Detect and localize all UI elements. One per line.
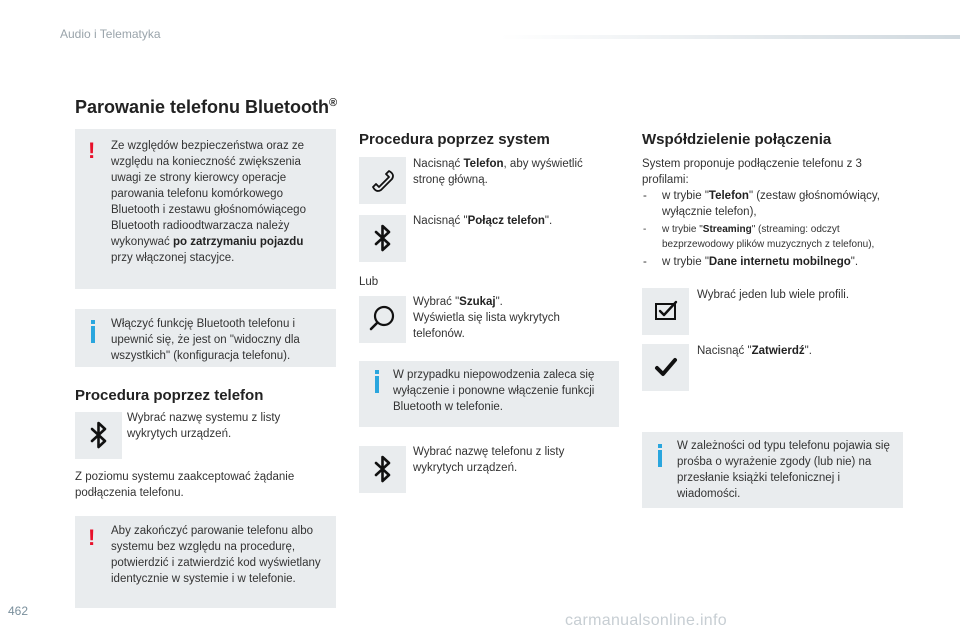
heading-system-procedure: Procedura poprzez system — [359, 131, 550, 148]
profile-streaming: - w trybie "Streaming" (streaming: odczyt bezprzewodowy plików muzycznych z telefonu), — [642, 222, 907, 252]
phone-icon — [359, 157, 406, 204]
confirm-button[interactable] — [642, 344, 689, 391]
bluetooth-button[interactable] — [359, 215, 406, 262]
section-header: Audio i Telematyka — [60, 27, 161, 41]
step-search: Wybrać "Szukaj". Wyświetla się lista wykrytych telefonów. — [413, 296, 560, 340]
profiles-intro: System proponuje podłączenie telefonu z 3 profilami: — [642, 158, 862, 186]
step-connect-phone: Nacisnąć "Połącz telefon". — [413, 215, 553, 227]
profiles-button[interactable] — [642, 288, 689, 335]
accept-text: Z poziomu systemu zaakceptować żądanie podłączenia telefonu. — [75, 471, 295, 499]
bluetooth-button[interactable] — [75, 412, 122, 459]
info-box-failure — [359, 361, 619, 427]
info-box-phonebook — [642, 432, 903, 508]
info-icon — [375, 376, 379, 393]
heading-connection-sharing: Współdzielenie połączenia — [642, 131, 832, 148]
bluetooth-icon — [359, 446, 406, 493]
profile-telephone: - w trybie "Telefon" (zestaw głośnomówiący, wyłącznie telefon), — [642, 188, 907, 220]
warning-text: Aby zakończyć parowanie telefonu albo systemu bez względu na procedurę, potwierdzić i zatwierdzić kod wyświetlany identycznie w systemie i w telefonie. — [111, 525, 321, 585]
profile-list — [642, 188, 907, 270]
info-box-enable-bluetooth — [75, 309, 336, 367]
bluetooth-button[interactable] — [359, 446, 406, 493]
warning-text: Ze względów bezpieczeństwa oraz ze względu na konieczność zwiększenia uwagi ze strony kierowcy operacje parowania telefonu komórkowego Bluetooth i zestawu głośnomówiącego Bluetooth radioodtwarzacza należy wykonywać po zatrzymaniu pojazdu przy włączonej stacyjce. — [111, 140, 306, 264]
warning-icon: ! — [88, 525, 96, 550]
page-title: Parowanie telefonu Bluetooth® — [75, 97, 338, 117]
step-select-system: Wybrać nazwę systemu z listy wykrytych urządzeń. — [127, 412, 281, 440]
watermark: carmanualsonline.info — [565, 612, 727, 629]
info-text: W zależności od typu telefonu pojawia się prośba o wyrażenie zgody (lub nie) na przesłanie książki telefonicznej i wiadomości. — [677, 440, 890, 500]
header-rule — [500, 35, 960, 39]
step-confirm: Nacisnąć "Zatwierdź". — [697, 345, 812, 357]
warning-box-safety — [75, 129, 336, 289]
checklist-icon — [642, 288, 689, 335]
warning-box-code — [75, 516, 336, 608]
phone-button[interactable] — [359, 157, 406, 204]
step-press-phone: Nacisnąć Telefon, aby wyświetlić stronę główną. — [413, 158, 583, 186]
info-text: W przypadku niepowodzenia zaleca się wyłączenie i ponowne włączenie funkcji Bluetooth w telefonie. — [393, 369, 595, 413]
or-label: Lub — [359, 276, 379, 288]
info-icon — [91, 326, 95, 343]
info-icon — [658, 450, 662, 467]
search-button[interactable] — [359, 296, 406, 343]
bluetooth-icon — [75, 412, 122, 459]
step-select-profiles: Wybrać jeden lub wiele profili. — [697, 289, 850, 301]
bluetooth-icon — [359, 215, 406, 262]
check-icon — [642, 344, 689, 391]
search-icon — [359, 296, 406, 343]
heading-phone-procedure: Procedura poprzez telefon — [75, 387, 264, 404]
step-select-phone: Wybrać nazwę telefonu z listy wykrytych urządzeń. — [413, 446, 565, 474]
profile-mobile-data: - w trybie "Dane internetu mobilnego". — [642, 254, 907, 270]
page-number: 462 — [8, 604, 29, 618]
warning-icon: ! — [88, 138, 96, 163]
info-text: Włączyć funkcję Bluetooth telefonu i upewnić się, że jest on "widoczny dla wszystkich" (konfiguracja telefonu). — [111, 318, 300, 362]
